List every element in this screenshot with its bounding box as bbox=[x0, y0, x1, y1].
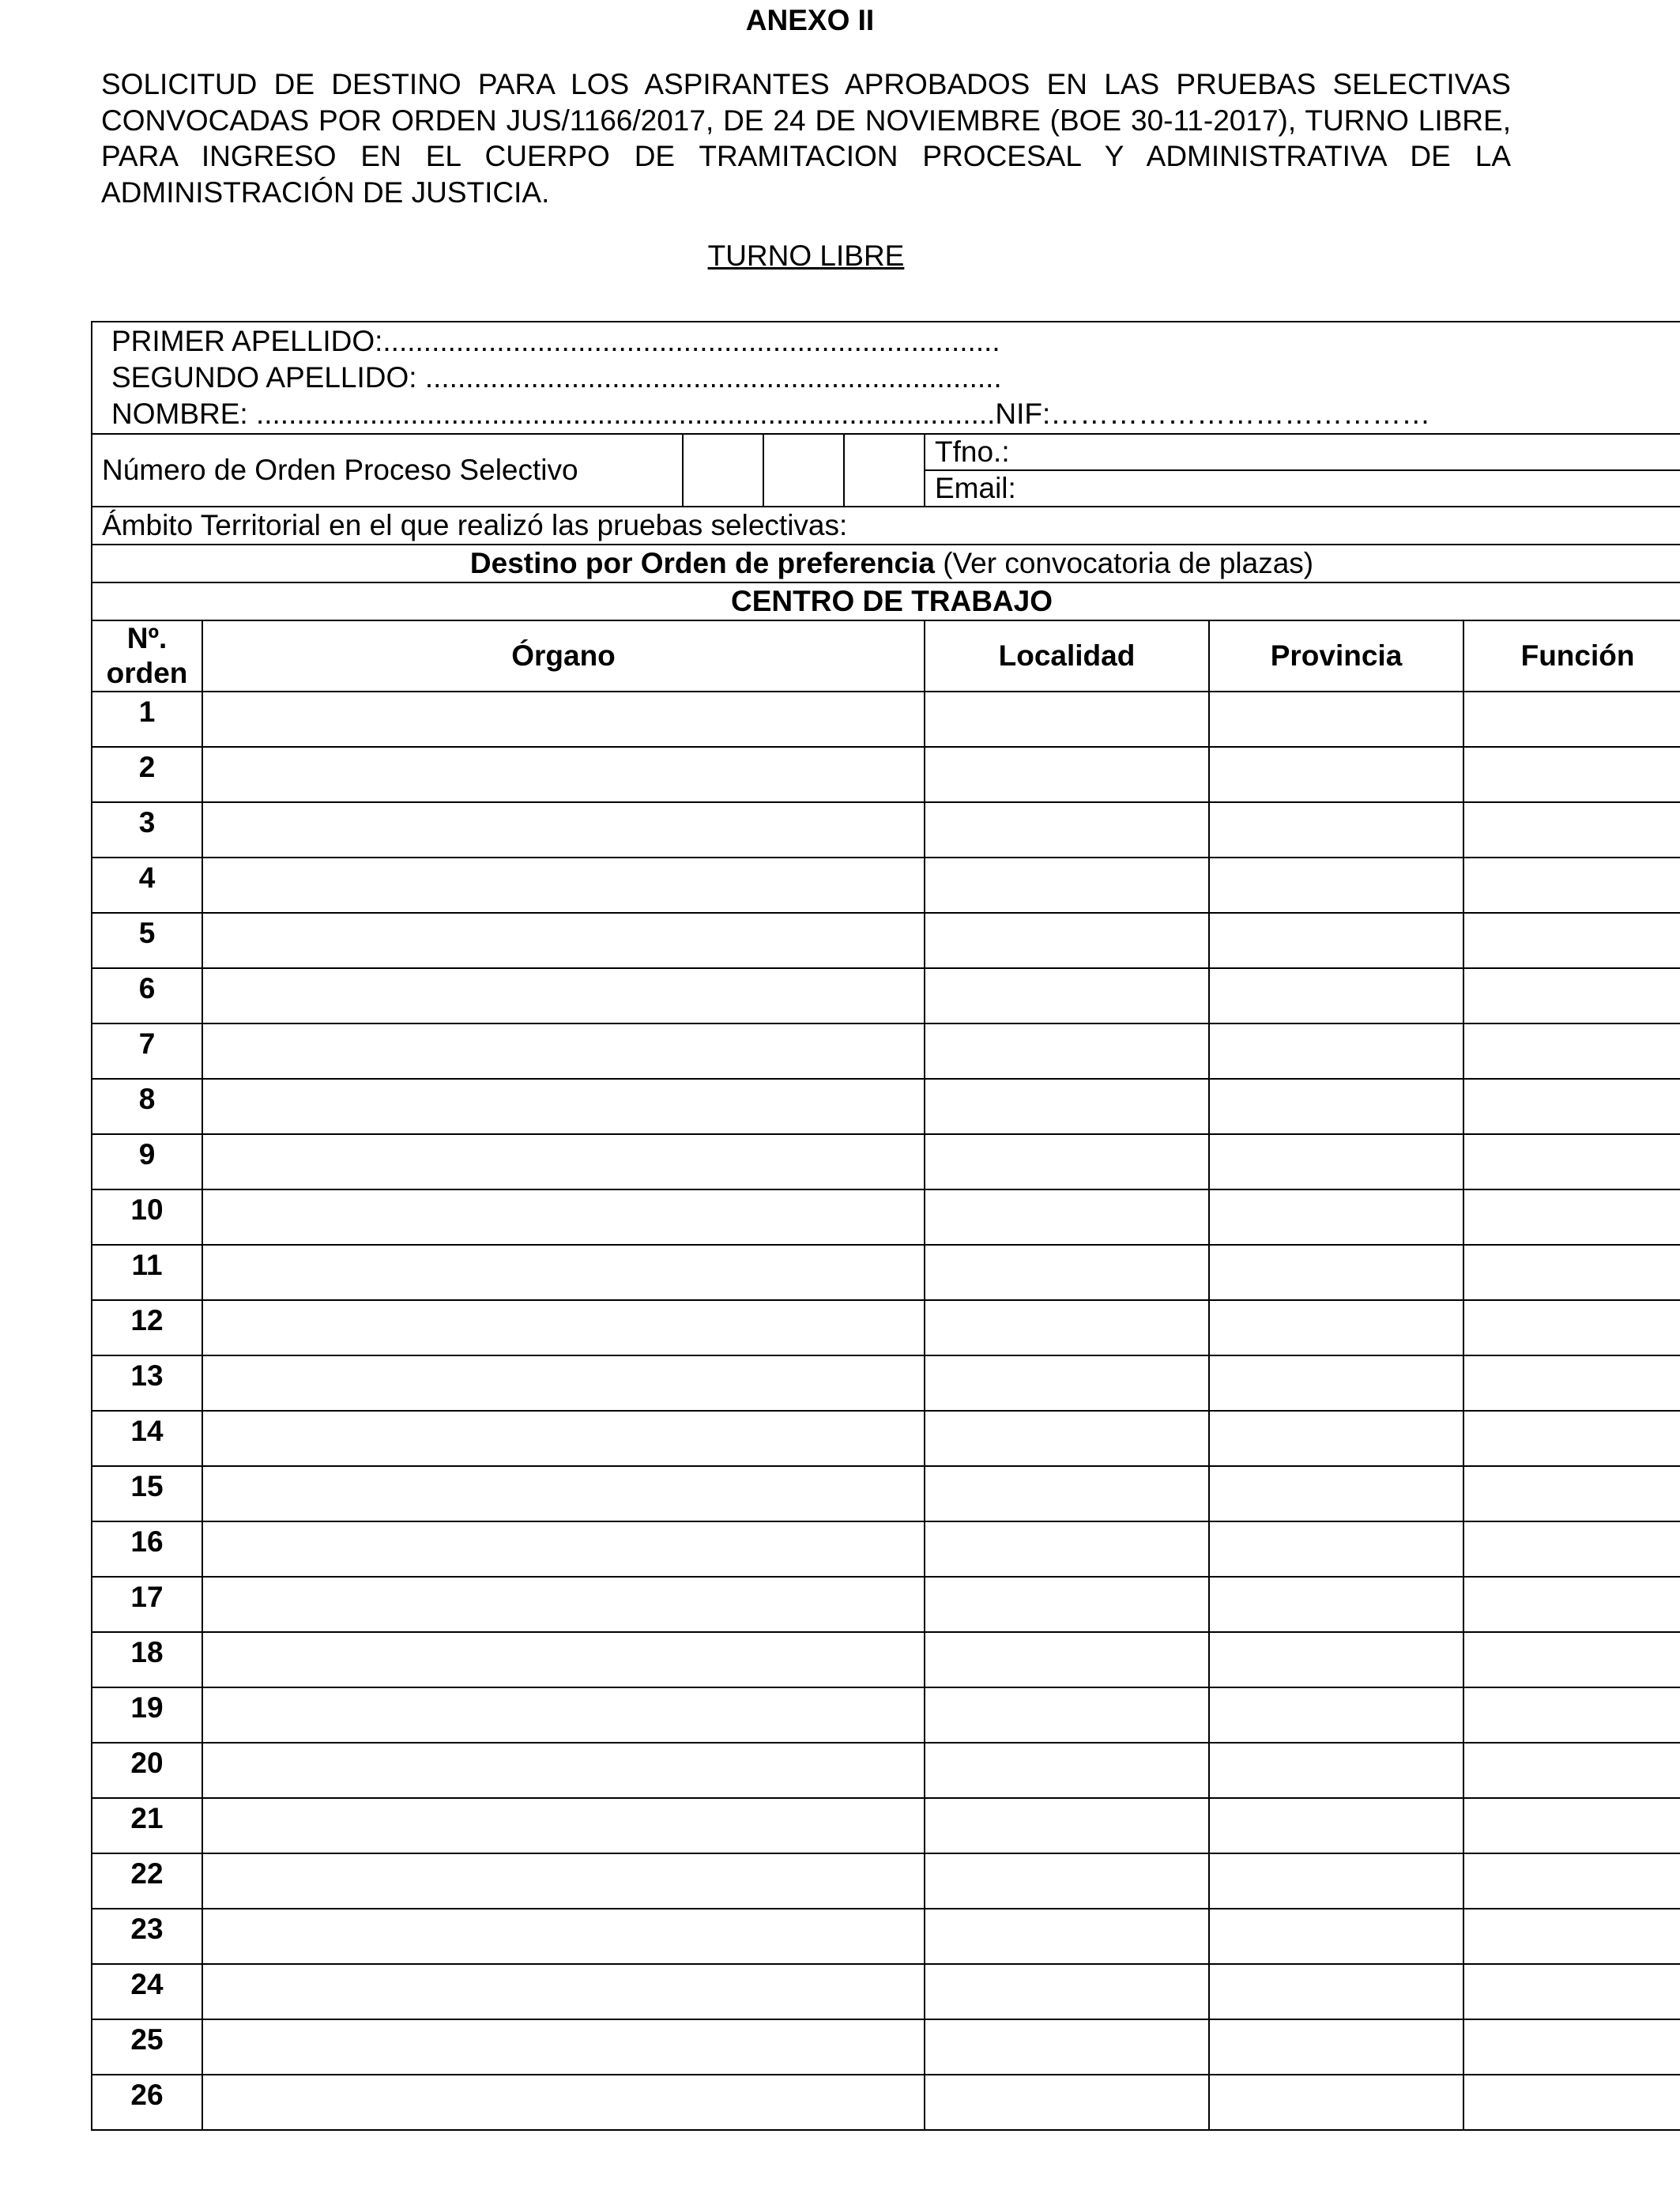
provincia-cell[interactable] bbox=[1209, 802, 1463, 858]
localidad-cell[interactable] bbox=[925, 1853, 1209, 1909]
row-number: 17 bbox=[92, 1577, 202, 1632]
organo-cell[interactable] bbox=[202, 1245, 925, 1300]
table-row bbox=[92, 913, 1680, 968]
preference-rows bbox=[92, 692, 1680, 2130]
funcion-cell[interactable] bbox=[1463, 1355, 1680, 1411]
localidad-cell[interactable] bbox=[925, 858, 1209, 913]
localidad-cell[interactable] bbox=[925, 1687, 1209, 1743]
localidad-cell[interactable] bbox=[925, 1189, 1209, 1245]
table-row bbox=[92, 1687, 1680, 1743]
col-header-provincia: Provincia bbox=[1209, 620, 1463, 692]
numero-orden-box-1[interactable] bbox=[683, 434, 763, 507]
provincia-cell[interactable] bbox=[1209, 913, 1463, 968]
request-description: SOLICITUD DE DESTINO PARA LOS ASPIRANTES APROBADOS EN LAS PRUEBAS SELECTIVAS CONVOCADAS POR ORDEN JUS/1166/2017, DE 24 DE NOVIEMBRE (BOE 30-11-2017), TURNO LIBRE, PARA INGRESO EN EL CUERPO DE TRAMITACION PROCESAL Y ADMINISTRATIVA DE LA ADMINISTRACIÓN DE JUSTICIA. bbox=[101, 68, 1511, 209]
destination-request-form bbox=[91, 321, 1680, 2131]
funcion-cell[interactable] bbox=[1463, 1466, 1680, 1521]
organo-cell[interactable] bbox=[202, 1632, 925, 1687]
provincia-cell[interactable] bbox=[1209, 1300, 1463, 1355]
provincia-cell[interactable] bbox=[1209, 1521, 1463, 1577]
provincia-cell[interactable] bbox=[1209, 1632, 1463, 1687]
organo-cell[interactable] bbox=[202, 802, 925, 858]
organo-cell[interactable] bbox=[202, 1355, 925, 1411]
row-number: 13 bbox=[92, 1355, 202, 1411]
provincia-cell[interactable] bbox=[1209, 858, 1463, 913]
organo-cell[interactable] bbox=[202, 858, 925, 913]
numero-orden-label: Número de Orden Proceso Selectivo bbox=[92, 434, 683, 507]
provincia-cell[interactable] bbox=[1209, 1964, 1463, 2019]
funcion-cell[interactable] bbox=[1463, 1300, 1680, 1355]
organo-cell[interactable] bbox=[202, 1521, 925, 1577]
localidad-cell[interactable] bbox=[925, 692, 1209, 747]
organo-cell[interactable] bbox=[202, 1909, 925, 1964]
provincia-cell[interactable] bbox=[1209, 1245, 1463, 1300]
provincia-cell[interactable] bbox=[1209, 1189, 1463, 1245]
localidad-cell[interactable] bbox=[925, 1577, 1209, 1632]
localidad-cell[interactable] bbox=[925, 1300, 1209, 1355]
primer-apellido-field[interactable]: PRIMER APELLIDO:............................................................................ bbox=[111, 325, 1000, 357]
row-number: 8 bbox=[92, 1079, 202, 1134]
localidad-cell[interactable] bbox=[925, 2075, 1209, 2130]
funcion-cell[interactable] bbox=[1463, 1189, 1680, 1245]
numero-orden-box-3[interactable] bbox=[844, 434, 925, 507]
funcion-cell[interactable] bbox=[1463, 1023, 1680, 1079]
segundo-apellido-field[interactable]: SEGUNDO APELLIDO: ....................................................................... bbox=[111, 361, 1002, 394]
organo-cell[interactable] bbox=[202, 1411, 925, 1466]
localidad-cell[interactable] bbox=[925, 1134, 1209, 1189]
table-row bbox=[92, 1355, 1680, 1411]
row-number: 21 bbox=[92, 1798, 202, 1853]
localidad-cell[interactable] bbox=[925, 1632, 1209, 1687]
organo-cell[interactable] bbox=[202, 913, 925, 968]
table-row bbox=[92, 1964, 1680, 2019]
table-row bbox=[92, 1632, 1680, 1687]
organo-cell[interactable] bbox=[202, 1189, 925, 1245]
organo-cell[interactable] bbox=[202, 2075, 925, 2130]
nif-field[interactable]: NIF:………………………………… bbox=[995, 398, 1431, 430]
organo-cell[interactable] bbox=[202, 968, 925, 1023]
row-number: 14 bbox=[92, 1411, 202, 1466]
row-number: 10 bbox=[92, 1189, 202, 1245]
col-header-organo: Órgano bbox=[202, 620, 925, 692]
row-number: 6 bbox=[92, 968, 202, 1023]
process-row bbox=[92, 434, 1680, 507]
localidad-cell[interactable] bbox=[925, 2019, 1209, 2075]
numero-orden-box-2[interactable] bbox=[763, 434, 844, 507]
localidad-cell[interactable] bbox=[925, 1245, 1209, 1300]
provincia-cell[interactable] bbox=[1209, 1743, 1463, 1798]
nombre-field[interactable]: NOMBRE: ........................................................................................... bbox=[111, 398, 996, 430]
row-number: 1 bbox=[92, 692, 202, 747]
table-row bbox=[92, 747, 1680, 802]
funcion-cell[interactable] bbox=[1463, 802, 1680, 858]
table-row bbox=[92, 1466, 1680, 1521]
table-row bbox=[92, 1023, 1680, 1079]
funcion-cell[interactable] bbox=[1463, 2019, 1680, 2075]
table-row bbox=[92, 1577, 1680, 1632]
funcion-cell[interactable] bbox=[1463, 1521, 1680, 1577]
provincia-cell[interactable] bbox=[1209, 1853, 1463, 1909]
organo-cell[interactable] bbox=[202, 1466, 925, 1521]
table-row bbox=[92, 1411, 1680, 1466]
email-field[interactable]: Email: bbox=[925, 469, 1680, 506]
funcion-cell[interactable] bbox=[1463, 1577, 1680, 1632]
localidad-cell[interactable] bbox=[925, 913, 1209, 968]
row-number: 25 bbox=[92, 2019, 202, 2075]
table-row bbox=[92, 1134, 1680, 1189]
provincia-cell[interactable] bbox=[1209, 1909, 1463, 1964]
turno-heading: TURNO LIBRE bbox=[707, 239, 905, 272]
table-row bbox=[92, 1798, 1680, 1853]
personal-data-cell bbox=[92, 322, 1680, 434]
table-row bbox=[92, 2019, 1680, 2075]
organo-cell[interactable] bbox=[202, 747, 925, 802]
localidad-cell[interactable] bbox=[925, 1964, 1209, 2019]
ambito-row bbox=[92, 507, 1680, 545]
localidad-cell[interactable] bbox=[925, 968, 1209, 1023]
row-number: 7 bbox=[92, 1023, 202, 1079]
organo-cell[interactable] bbox=[202, 1577, 925, 1632]
organo-cell[interactable] bbox=[202, 1079, 925, 1134]
row-number: 22 bbox=[92, 1853, 202, 1909]
organo-cell[interactable] bbox=[202, 692, 925, 747]
col-header-localidad: Localidad bbox=[925, 620, 1209, 692]
funcion-cell[interactable] bbox=[1463, 1411, 1680, 1466]
funcion-cell[interactable] bbox=[1463, 1245, 1680, 1300]
organo-cell[interactable] bbox=[202, 1798, 925, 1853]
localidad-cell[interactable] bbox=[925, 1023, 1209, 1079]
row-number: 11 bbox=[92, 1245, 202, 1300]
localidad-cell[interactable] bbox=[925, 1411, 1209, 1466]
funcion-cell[interactable] bbox=[1463, 747, 1680, 802]
table-row bbox=[92, 1245, 1680, 1300]
destino-heading-note: (Ver convocatoria de plazas) bbox=[934, 547, 1314, 579]
organo-cell[interactable] bbox=[202, 1687, 925, 1743]
localidad-cell[interactable] bbox=[925, 1743, 1209, 1798]
provincia-cell[interactable] bbox=[1209, 2075, 1463, 2130]
provincia-cell[interactable] bbox=[1209, 1134, 1463, 1189]
funcion-cell[interactable] bbox=[1463, 2075, 1680, 2130]
contact-cell bbox=[925, 434, 1680, 507]
annex-title: ANEXO II bbox=[745, 4, 875, 36]
row-number: 15 bbox=[92, 1466, 202, 1521]
organo-cell[interactable] bbox=[202, 2019, 925, 2075]
row-number: 12 bbox=[92, 1300, 202, 1355]
row-number: 16 bbox=[92, 1521, 202, 1577]
table-row bbox=[92, 692, 1680, 747]
row-number: 4 bbox=[92, 858, 202, 913]
col-header-orden: Nº. orden bbox=[92, 620, 202, 692]
row-number: 9 bbox=[92, 1134, 202, 1189]
funcion-cell[interactable] bbox=[1463, 1853, 1680, 1909]
localidad-cell[interactable] bbox=[925, 1521, 1209, 1577]
ambito-territorial-field[interactable]: Ámbito Territorial en el que realizó las pruebas selectivas: bbox=[92, 507, 1680, 545]
organo-cell[interactable] bbox=[202, 1023, 925, 1079]
localidad-cell[interactable] bbox=[925, 1909, 1209, 1964]
localidad-cell[interactable] bbox=[925, 1079, 1209, 1134]
row-number: 19 bbox=[92, 1687, 202, 1743]
provincia-cell[interactable] bbox=[1209, 1687, 1463, 1743]
localidad-cell[interactable] bbox=[925, 1798, 1209, 1853]
provincia-cell[interactable] bbox=[1209, 1466, 1463, 1521]
table-row bbox=[92, 1743, 1680, 1798]
localidad-cell[interactable] bbox=[925, 747, 1209, 802]
table-row bbox=[92, 1853, 1680, 1909]
table-row bbox=[92, 1079, 1680, 1134]
funcion-cell[interactable] bbox=[1463, 1798, 1680, 1853]
table-row bbox=[92, 1300, 1680, 1355]
funcion-cell[interactable] bbox=[1463, 1134, 1680, 1189]
provincia-cell[interactable] bbox=[1209, 1577, 1463, 1632]
tfno-field[interactable]: Tfno.: bbox=[935, 435, 1010, 468]
destino-heading-bold: Destino por Orden de preferencia bbox=[469, 547, 935, 579]
row-number: 23 bbox=[92, 1909, 202, 1964]
table-row bbox=[92, 1909, 1680, 1964]
row-number: 2 bbox=[92, 747, 202, 802]
funcion-cell[interactable] bbox=[1463, 1909, 1680, 1964]
organo-cell[interactable] bbox=[202, 1743, 925, 1798]
organo-cell[interactable] bbox=[202, 1853, 925, 1909]
provincia-cell[interactable] bbox=[1209, 1079, 1463, 1134]
localidad-cell[interactable] bbox=[925, 802, 1209, 858]
organo-cell[interactable] bbox=[202, 1134, 925, 1189]
row-number: 26 bbox=[92, 2075, 202, 2130]
funcion-cell[interactable] bbox=[1463, 1687, 1680, 1743]
row-number: 3 bbox=[92, 802, 202, 858]
funcion-cell[interactable] bbox=[1463, 858, 1680, 913]
provincia-cell[interactable] bbox=[1209, 2019, 1463, 2075]
table-row bbox=[92, 802, 1680, 858]
row-number: 24 bbox=[92, 1964, 202, 2019]
localidad-cell[interactable] bbox=[925, 1355, 1209, 1411]
centro-row bbox=[92, 582, 1680, 620]
table-row bbox=[92, 1521, 1680, 1577]
funcion-cell[interactable] bbox=[1463, 1079, 1680, 1134]
destino-row bbox=[92, 545, 1680, 582]
centro-trabajo-heading: CENTRO DE TRABAJO bbox=[92, 582, 1680, 620]
funcion-cell[interactable] bbox=[1463, 1964, 1680, 2019]
funcion-cell[interactable] bbox=[1463, 1743, 1680, 1798]
col-header-funcion: Función bbox=[1463, 620, 1680, 692]
provincia-cell[interactable] bbox=[1209, 968, 1463, 1023]
funcion-cell[interactable] bbox=[1463, 692, 1680, 747]
organo-cell[interactable] bbox=[202, 1300, 925, 1355]
provincia-cell[interactable] bbox=[1209, 1411, 1463, 1466]
row-number: 5 bbox=[92, 913, 202, 968]
provincia-cell[interactable] bbox=[1209, 1023, 1463, 1079]
destino-heading bbox=[92, 545, 1680, 582]
table-row bbox=[92, 2075, 1680, 2130]
funcion-cell[interactable] bbox=[1463, 913, 1680, 968]
row-number: 20 bbox=[92, 1743, 202, 1798]
table-row bbox=[92, 858, 1680, 913]
personal-data-row bbox=[92, 322, 1680, 434]
table-row bbox=[92, 1189, 1680, 1245]
provincia-cell[interactable] bbox=[1209, 1355, 1463, 1411]
localidad-cell[interactable] bbox=[925, 1466, 1209, 1521]
column-header-row bbox=[92, 620, 1680, 692]
provincia-cell[interactable] bbox=[1209, 692, 1463, 747]
provincia-cell[interactable] bbox=[1209, 1798, 1463, 1853]
row-number: 18 bbox=[92, 1632, 202, 1687]
table-row bbox=[92, 968, 1680, 1023]
funcion-cell[interactable] bbox=[1463, 1632, 1680, 1687]
funcion-cell[interactable] bbox=[1463, 968, 1680, 1023]
provincia-cell[interactable] bbox=[1209, 747, 1463, 802]
organo-cell[interactable] bbox=[202, 1964, 925, 2019]
